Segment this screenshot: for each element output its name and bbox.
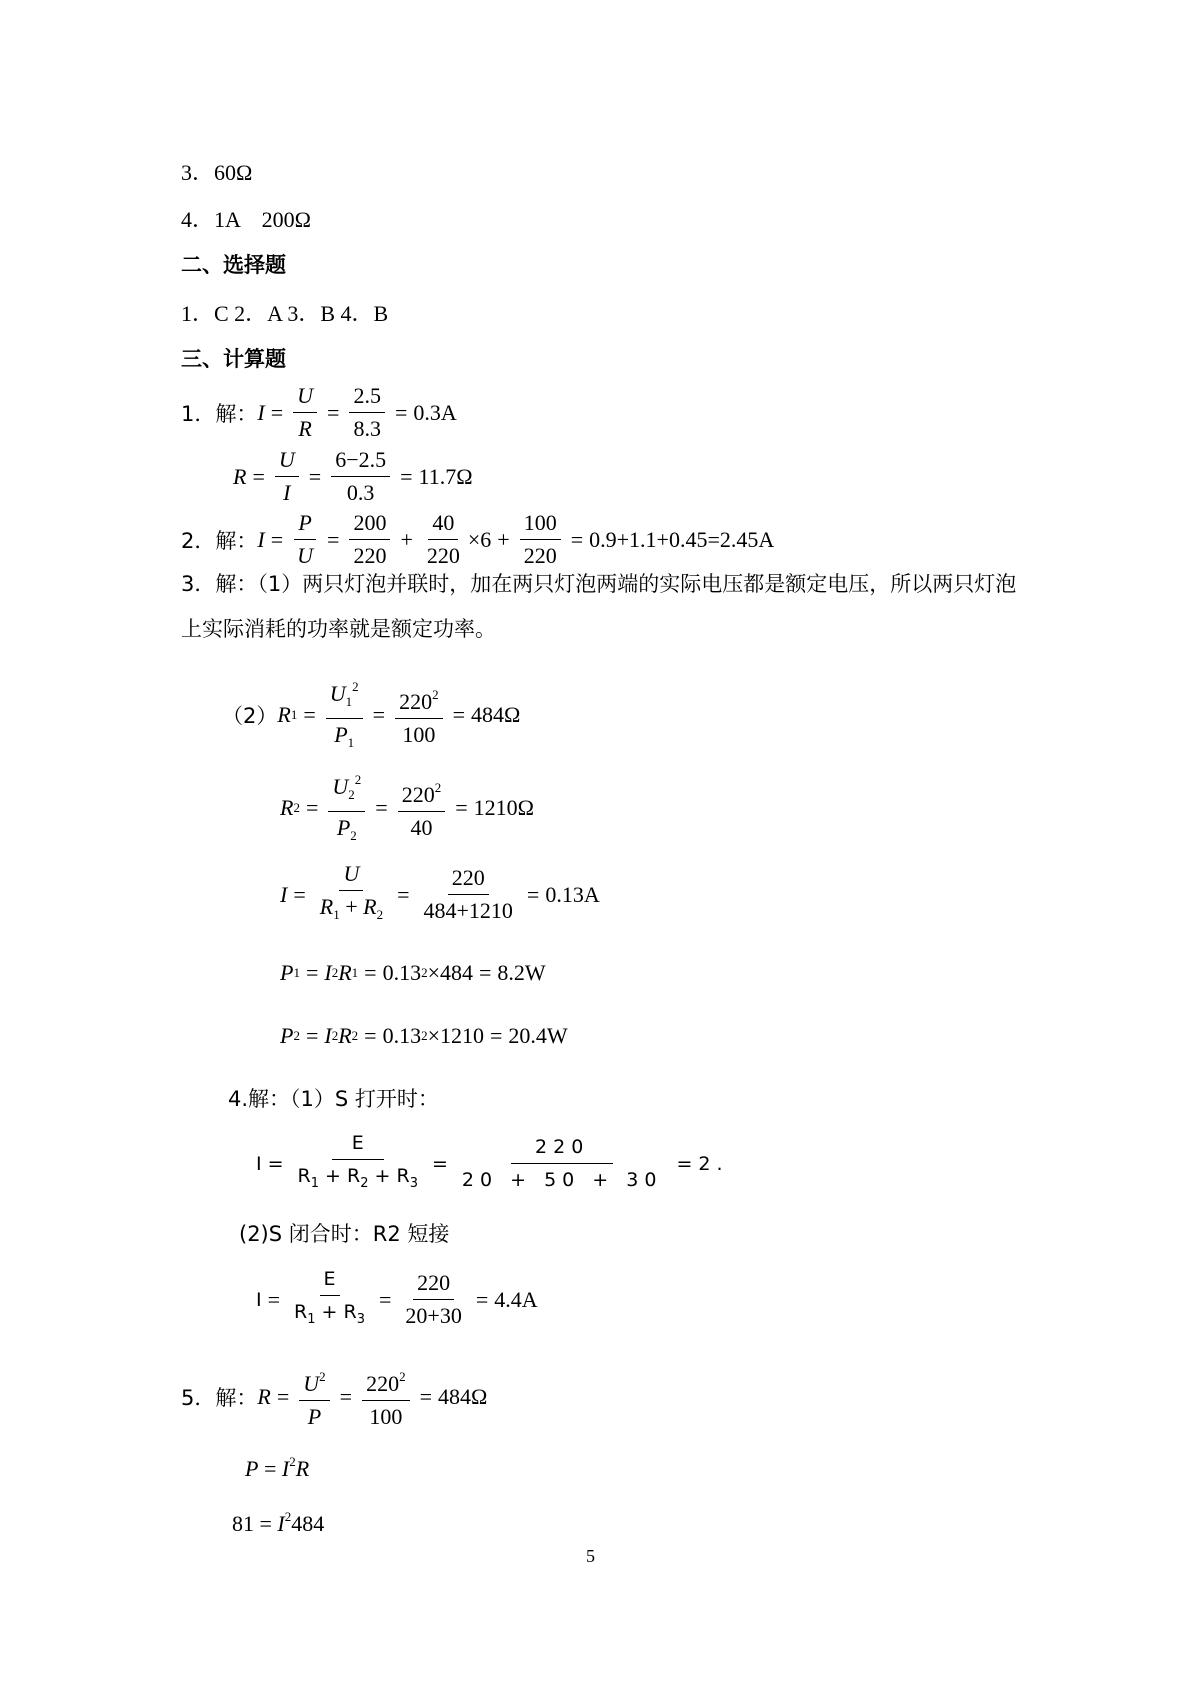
fraction: $\frac{U}{R_1 + R_2}$ [319,861,384,922]
choice-answers: 1．C 2．A 3．B 4．B [181,301,389,326]
answer-item-3: 3．60Ω [181,160,253,185]
q3-i-equation: I = $\frac{U}{R_1 + R_2}$ = $\frac{220}{484+1210}$ = 0.13A [280,860,600,929]
q1-equation-2: R = $\frac{U}{I}$ = $\frac{6-2.5}{0.3}$ = 11.7Ω [233,447,473,505]
fraction: $\frac{6-2.5}{0.3}$ [331,446,390,507]
fraction: $\frac{E}{R_1 + R_2 + R_3}$ [294,1129,422,1198]
fraction: $\frac{200}{220}$ [349,509,390,570]
fraction: $\frac{220}{20 + 50 + 30}$ [458,1133,667,1194]
answer-item-4: 4．1A 200Ω [181,207,312,232]
q3-p1-equation: P 1 = I 2 R 1 = 0.13 2 ×484 = 8.2W [280,960,546,985]
fraction: $\frac{U}{I}$ [275,446,299,507]
q5-equation-1: 5．解： R = $\frac{U^2}{P}$ = $\frac{220^2}{100}$ = 484Ω [181,1363,487,1431]
fraction: $\frac{U_2^2}{P_2}$ [328,766,365,850]
fraction: $\frac{U}{R}$ [293,382,317,443]
q1-eq1-lhs: I [257,399,265,425]
fraction: $\frac{40}{220}$ [426,510,460,568]
fraction: $\frac{P}{U}$ [293,509,317,570]
fraction: $\frac{U^2}{P}$ [299,1363,329,1431]
q3-r1-equation: （2） R 1 = $\frac{U_1^2}{P_1}$ = $\frac{220^2}{100}$ = 484Ω [222,673,520,757]
fraction: $\frac{220^2}{100}$ [362,1363,410,1431]
q4-equation-1: I = $\frac{E}{R_1 + R_2 + R_3}$ = $\frac{220}{20 + 50 + 30}$ = 2. [256,1129,729,1198]
q5-label: 5．解： [181,1386,258,1410]
fraction: $\frac{E}{R_1 + R_3}$ [290,1265,369,1334]
section-heading-calc: 三、计算题 [181,347,286,371]
q2-equation: 2．解： I = $\frac{P}{U}$ = $\frac{200}{220}$ + $\frac{40}{220}$ ×6 + $\frac{100}{220}$ = 0.9+1.1+0.45=2.45A [181,510,775,568]
q3-paragraph: 3．解：（1）两只灯泡并联时，加在两只灯泡两端的实际电压都是额定电压，所以两只灯泡上实际消耗的功率就是额定功率。 [181,572,1017,641]
fraction: $\frac{220^2}{100}$ [395,681,443,749]
fraction: $\frac{220}{20+30}$ [405,1270,462,1328]
q2-label: 2．解： [181,528,258,553]
fraction: $\frac{U_1^2}{P_1}$ [326,673,363,757]
q4-label: 4.解：（1）S 打开时： [228,1087,439,1111]
fraction: $\frac{220^2}{40}$ [398,774,446,842]
section-heading-choice: 二、选择题 [181,253,286,277]
q1-label: 1．解： [181,401,258,426]
fraction: $\frac{100}{220}$ [520,509,561,570]
q1-eq1-result: 0.3A [413,399,457,425]
fraction: $\frac{2.5}{8.3}$ [349,382,385,443]
q1-equation-1: 1．解： I = $\frac{U}{R}$ = $\frac{2.5}{8.3}$ = 0.3A [181,383,457,441]
q4-equation-2: I = $\frac{E}{R_1 + R_3}$ = $\frac{220}{20+30}$ = 4.4A [256,1265,538,1334]
q4-part2-label: (2)S 闭合时：R2 短接 [239,1222,450,1246]
q3-p2-equation: P 2 = I 2 R 2 = 0.13 2 ×1210 = 20.4W [280,1023,568,1048]
q5-equation-2: $P = I^2R$ [245,1454,310,1481]
q3-r2-equation: R 2 = $\frac{U_2^2}{P_2}$ = $\frac{220^2}{40}$ = 1210Ω [280,766,534,850]
page-number: 5 [586,1546,595,1566]
fraction: $\frac{220}{484+1210}$ [423,865,513,923]
q5-equation-3: $81 = I^2484$ [232,1509,325,1536]
